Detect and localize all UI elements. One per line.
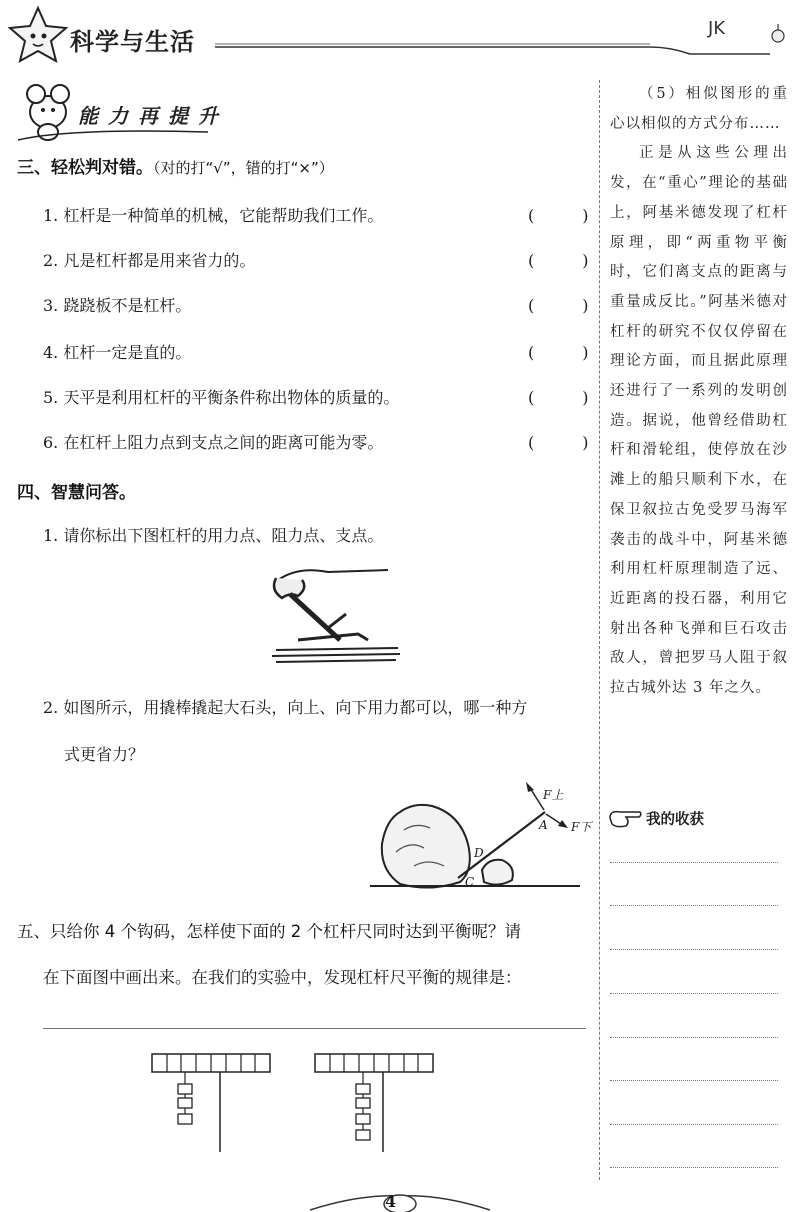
star-mascot-icon [10,8,66,61]
sidebar-paragraph-2: 正是从这些公理出发，在“重心”理论的基础上，阿基米德发现了杠杆原理，即“两重物平衡时，它们离支点的距离与重量成反比。”阿基米德对杠杆的研究不仅仅停留在理论方面，而且据此原理还进行了一系列的发明创造。据说，他曾经借助杠杆和滑轮组，使停放在沙滩上的船只顺利下水，在保卫叙拉古免受罗马海军袭击的战斗中，阿基米德利用杠杆原理制造了远、近距离的投石器，利用它射出各种飞弹和巨石攻击敌人，曾把罗马人阻于叙拉古城外达 3 年之久。 [610,145,788,697]
answer-blank-1[interactable]: ( ) [528,206,589,225]
sidebar-paragraph-1: （5）相似图形的重心以相似的方式分布…… [610,86,788,132]
question-1: 1. 请你标出下图杠杆的用力点、阻力点、支点。 [43,526,384,545]
harvest-line-2[interactable] [610,905,778,906]
footer-ornament [310,1188,490,1212]
point-a-label: A [539,818,548,832]
small-mascot-icon [772,24,784,42]
point-d-label: D [474,846,484,860]
answer-blank-5[interactable]: ( ) [528,388,589,407]
lever-ruler-right[interactable] [313,1050,438,1156]
judge-item-2: 2. 凡是杠杆都是用来省力的。 [43,251,256,270]
section4-heading: 四、智慧问答。 [17,483,136,503]
answer-blank-3[interactable]: ( ) [528,296,589,315]
judge-item-1: 1. 杠杆是一种简单的机械，它能帮助我们工作。 [43,206,384,225]
page-header [0,0,800,70]
force-up-label: F上 [543,788,564,802]
harvest-line-8[interactable] [610,1167,778,1168]
harvest-line-1[interactable] [610,862,778,863]
harvest-line-6[interactable] [610,1080,778,1081]
header-code: JK [708,18,726,39]
answer-blank-4[interactable]: ( ) [528,343,589,362]
header-title: 科学与生活 [70,28,195,56]
question-2-line2: 式更省力？ [64,745,145,764]
harvest-line-4[interactable] [610,993,778,994]
sidebar-divider [599,80,600,1180]
ability-title: 能力再提升 [78,104,228,128]
lever-ruler-left[interactable] [150,1050,275,1156]
sidebar-reading [610,80,788,704]
section3-note: （对的打“√”，错的打“×”） [153,159,334,177]
answer-blank-2[interactable]: ( ) [528,251,589,270]
judge-item-5: 5. 天平是利用杠杆的平衡条件称出物体的质量的。 [43,388,400,407]
judge-item-3: 3. 跷跷板不是杠杆。 [43,296,192,315]
pointing-hand-icon [606,806,642,830]
force-down-label: F下 [571,820,592,834]
page-number: 4 [385,1192,397,1211]
harvest-line-3[interactable] [610,949,778,950]
section3-heading-text: 三、轻松判对错。 [17,158,153,178]
judge-item-4: 4. 杠杆一定是直的。 [43,343,192,362]
harvest-label: 我的收获 [646,812,704,828]
judge-item-6: 6. 在杠杆上阻力点到支点之间的距离可能为零。 [43,433,384,452]
harvest-line-5[interactable] [610,1037,778,1038]
section3-heading [17,153,334,178]
harvest-line-7[interactable] [610,1124,778,1125]
question-2-line1: 2. 如图所示，用撬棒撬起大石头，向上、向下用力都可以，哪一种方 [43,698,528,717]
point-c-label: C [465,875,475,889]
answer-blank-6[interactable]: ( ) [528,433,589,452]
answer-line[interactable] [43,1028,586,1029]
section5-line1: 五、只给你 4 个钩码，怎样使下面的 2 个杠杆尺同时达到平衡呢？请 [17,922,521,941]
hand-lever-figure [268,562,408,670]
section5-line2: 在下面图中画出来。在我们的实验中，发现杠杆尺平衡的规律是： [43,968,522,987]
